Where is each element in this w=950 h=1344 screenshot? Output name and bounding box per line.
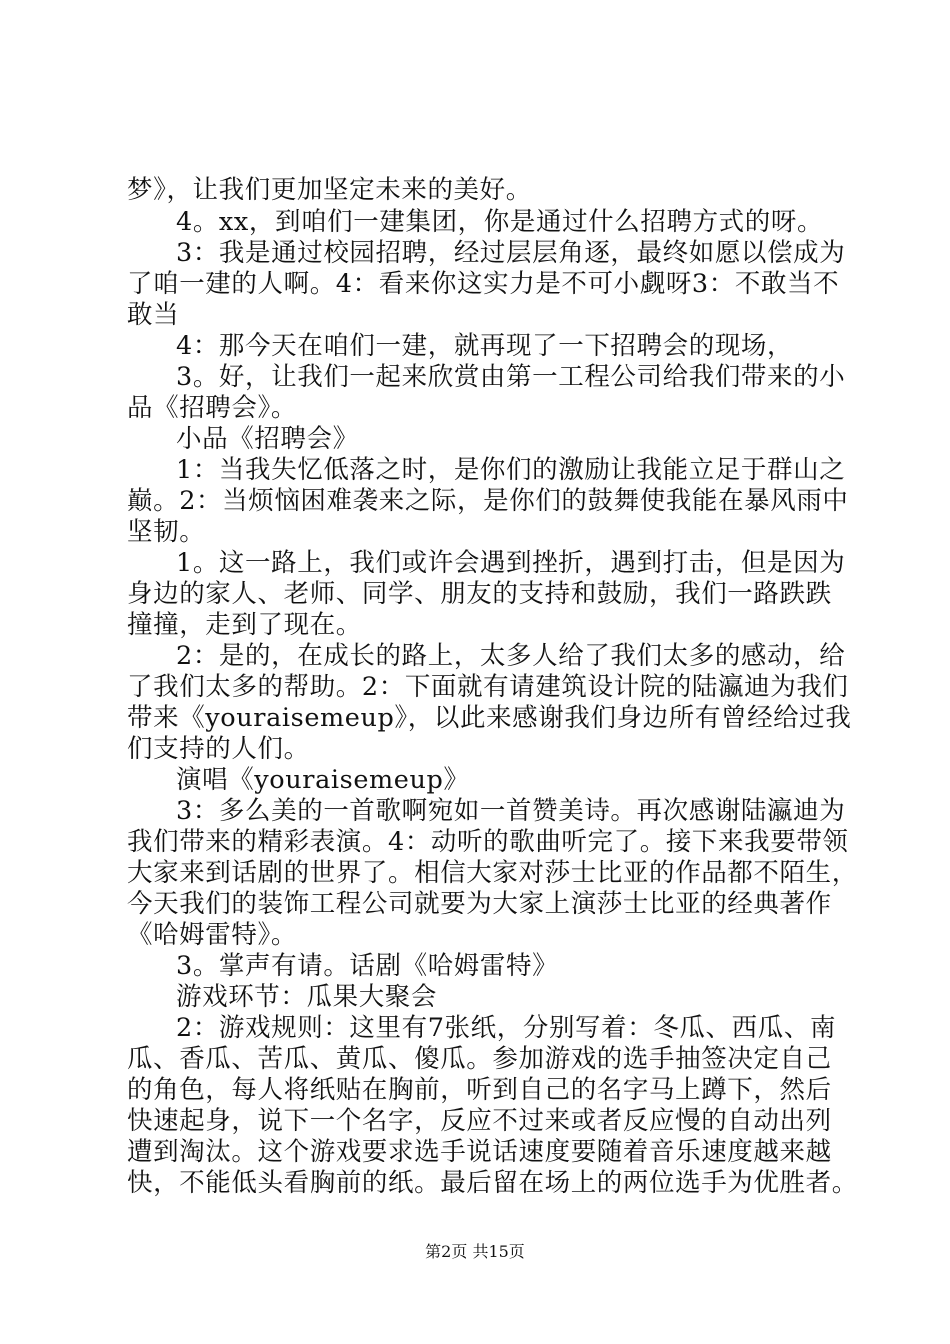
text-line: 了我们太多的帮助。2：下面就有请建筑设计院的陆瀛迪为我们: [127, 672, 849, 702]
text-line: 梦》，让我们更加坚定未来的美好。: [127, 175, 532, 205]
text-line: 瓜、香瓜、苦瓜、黄瓜、傻瓜。参加游戏的选手抽签决定自己: [127, 1044, 832, 1074]
text-line: 3：多么美的一首歌啊宛如一首赞美诗。再次感谢陆瀛迪为: [176, 796, 846, 826]
text-line: 3。好，让我们一起来欣赏由第一工程公司给我们带来的小: [176, 362, 846, 392]
text-line: 1：当我失忆低落之时，是你们的激励让我能立足于群山之: [176, 455, 846, 485]
text-line: 游戏环节：瓜果大聚会: [176, 982, 438, 1012]
text-line: 了咱一建的人啊。4：看来你这实力是不可小觑呀3：不敢当不: [127, 269, 840, 299]
text-line: 3。掌声有请。话剧《哈姆雷特》: [176, 951, 559, 981]
text-line: 2：游戏规则：这里有7张纸，分别写着：冬瓜、西瓜、南: [176, 1013, 837, 1043]
text-line: 今天我们的装饰工程公司就要为大家上演莎士比亚的经典著作: [127, 889, 832, 919]
text-line: 们支持的人们。: [127, 734, 310, 764]
text-line: 撞撞，走到了现在。: [127, 610, 362, 640]
page-number-footer: 第2页 共15页: [425, 1242, 525, 1261]
text-line: 我们带来的精彩表演。4：动听的歌曲听完了。接下来我要带领: [127, 827, 849, 857]
text-line: 品《招聘会》。: [127, 393, 297, 423]
text-line: 巅。2：当烦恼困难袭来之际，是你们的鼓舞使我能在暴风雨中: [127, 486, 849, 516]
text-line: 遭到淘汰。这个游戏要求选手说话速度要随着音乐速度越来越: [127, 1137, 832, 1167]
text-line: 小品《招聘会》: [176, 424, 359, 454]
text-line: 演唱《youraisemeup》: [176, 765, 470, 795]
text-line: 身边的家人、老师、同学、朋友的支持和鼓励，我们一路跌跌: [127, 579, 832, 609]
text-line: 1。这一路上，我们或许会遇到挫折，遇到打击，但是因为: [176, 548, 846, 578]
text-line: 的角色，每人将纸贴在胸前，听到自己的名字马上蹲下，然后: [127, 1075, 832, 1105]
text-line: 快，不能低头看胸前的纸。最后留在场上的两位选手为优胜者。: [127, 1168, 858, 1198]
text-line: 《哈姆雷特》。: [127, 920, 297, 950]
text-line: 带来《youraisemeup》，以此来感谢我们身边所有曾经给过我: [127, 703, 852, 733]
text-line: 4。xx，到咱们一建集团，你是通过什么招聘方式的呀。: [176, 207, 824, 237]
text-line: 3：我是通过校园招聘，经过层层角逐，最终如愿以偿成为: [176, 238, 846, 268]
text-line: 4：那今天在咱们一建，就再现了一下招聘会的现场，: [176, 331, 794, 361]
text-line: 2：是的，在成长的路上，太多人给了我们太多的感动，给: [176, 641, 846, 671]
text-line: 大家来到话剧的世界了。相信大家对莎士比亚的作品都不陌生，: [127, 858, 858, 888]
text-line: 快速起身，说下一个名字，反应不过来或者反应慢的自动出列: [127, 1106, 832, 1136]
text-line: 坚韧。: [127, 517, 206, 547]
text-line: 敢当: [127, 300, 180, 330]
